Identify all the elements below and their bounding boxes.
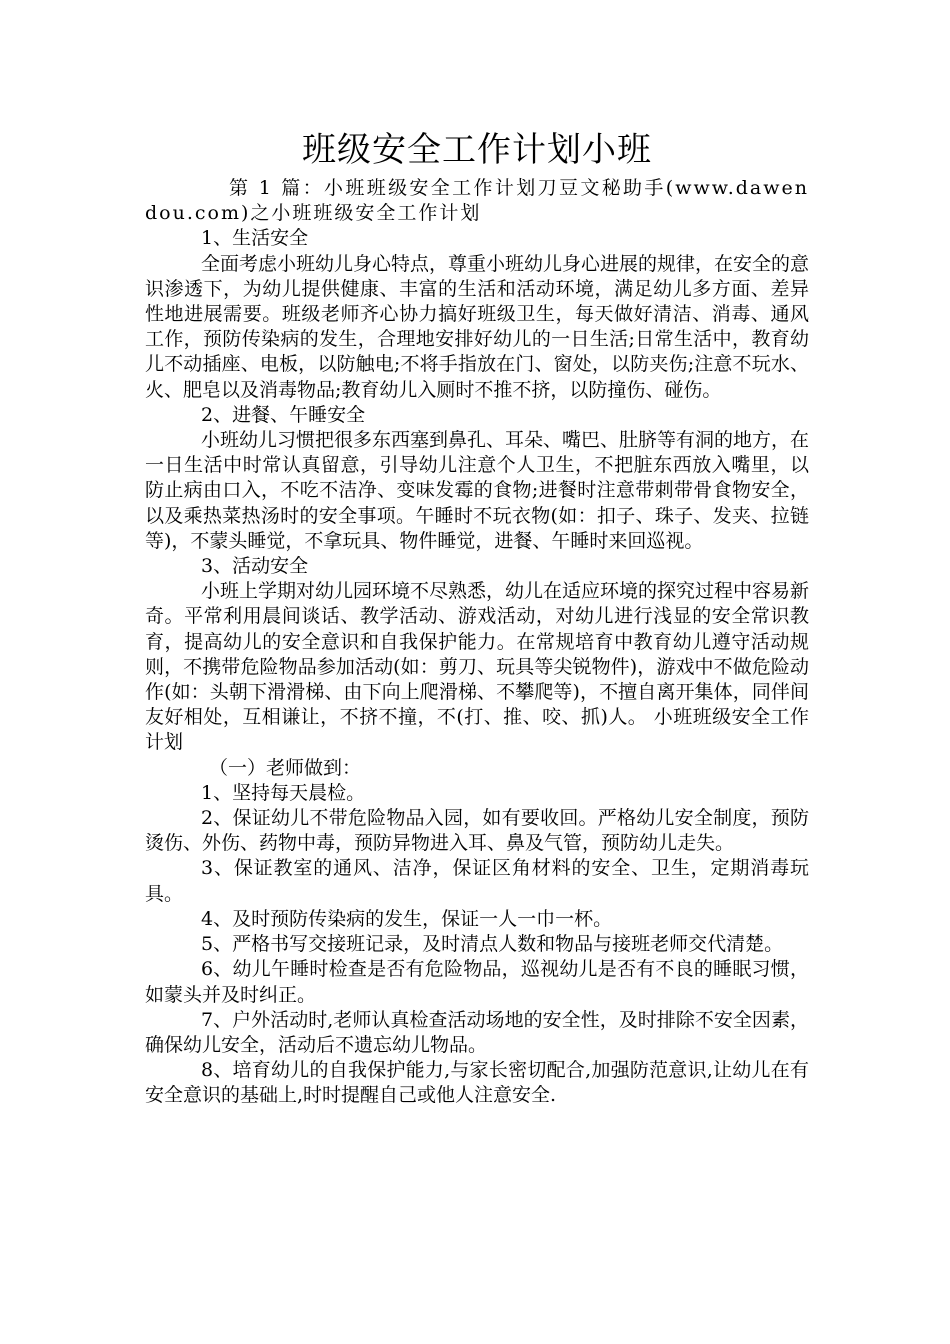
list-item-3: 3、保证教室的通风、洁净，保证区角材料的安全、卫生，定期消毒玩具。 [145, 857, 809, 905]
section-heading-living-safety: 1、生活安全 [201, 227, 309, 250]
list-item-6: 6、幼儿午睡时检查是否有危险物品，巡视幼儿是否有不良的睡眠习惯，如蒙头并及时纠正。 [145, 958, 809, 1006]
document-title: 班级安全工作计划小班 [302, 130, 652, 170]
list-item-4: 4、及时预防传染病的发生，保证一人一巾一杯。 [201, 907, 613, 930]
paragraph-meal-nap-safety: 小班幼儿习惯把很多东西塞到鼻孔、耳朵、嘴巴、肚脐等有洞的地方，在一日生活中时常认真留意，引导幼儿注意个人卫生，不把脏东西放入嘴里，以防止病由口入，不吃不洁净、变味发霉的食物;进餐时注意带刺带骨食物安全，以及乘热菜热汤时的安全事项。午睡时不玩衣物(如：扣子、珠子、发夹、拉链等)，不蒙头睡觉，不拿玩具、物件睡觉，进餐、午睡时来回巡视。 [145, 429, 810, 552]
paragraph-living-safety: 全面考虑小班幼儿身心特点，尊重小班幼儿身心进展的规律，在安全的意识渗透下，为幼儿提供健康、丰富的生活和活动环境，满足幼儿多方面、差异性地进展需要。班级老师齐心协力搞好班级卫生，每天做好清洁、消毒、通风工作，预防传染病的发生，合理地安排好幼儿的一日生活;日常生活中，教育幼儿不动插座、电板，以防触电;不将手指放在门、窗处，以防夹伤;注意不玩水、火、肥皂以及消毒物品;教育幼儿入厕时不推不挤，以防撞伤、碰伤。 [145, 252, 810, 401]
list-item-2: 2、保证幼儿不带危险物品入园，如有要收回。严格幼儿安全制度，预防烫伤、外伤、药物中毒，预防异物进入耳、鼻及气管，预防幼儿走失。 [145, 807, 809, 855]
document-body [145, 176, 809, 1109]
paragraph-activity-safety: 小班上学期对幼儿园环境不尽熟悉，幼儿在适应环境的探究过程中容易新奇。平常利用晨间谈话、教学活动、游戏活动，对幼儿进行浅显的安全常识教育，提高幼儿的安全意识和自我保护能力。在常规培育中教育幼儿遵守活动规则，不携带危险物品参加活动(如：剪刀、玩具等尖锐物件)，游戏中不做危险动作(如：头朝下滑滑梯、由下向上爬滑梯、不攀爬等)，不擅自离开集体，同伴间友好相处，互相谦让，不挤不撞，不(打、推、咬、抓)人。 小班班级安全工作计划 [145, 580, 810, 754]
list-item-1: 1、坚持每天晨检。 [201, 781, 366, 804]
paragraph-intro: 第 1 篇：小班班级安全工作计划刀豆文秘助手(www.dawendou.com)之小班班级安全工作计划 [145, 177, 809, 225]
list-item-8: 8、培育幼儿的自我保护能力,与家长密切配合,加强防范意识,让幼儿在有安全意识的基础上,时时提醒自己或他人注意安全. [145, 1059, 809, 1107]
document-page [145, 128, 809, 1109]
section-heading-meal-nap-safety: 2、进餐、午睡安全 [201, 403, 366, 426]
list-item-7: 7、户外活动时,老师认真检查活动场地的安全性，及时排除不安全因素，确保幼儿安全，活动后不遗忘幼儿物品。 [145, 1008, 809, 1056]
subsection-heading-teacher: （一）老师做到： [209, 756, 362, 779]
section-heading-activity-safety: 3、活动安全 [201, 555, 309, 578]
list-item-5: 5、严格书写交接班记录，及时清点人数和物品与接班老师交代清楚。 [201, 933, 784, 956]
